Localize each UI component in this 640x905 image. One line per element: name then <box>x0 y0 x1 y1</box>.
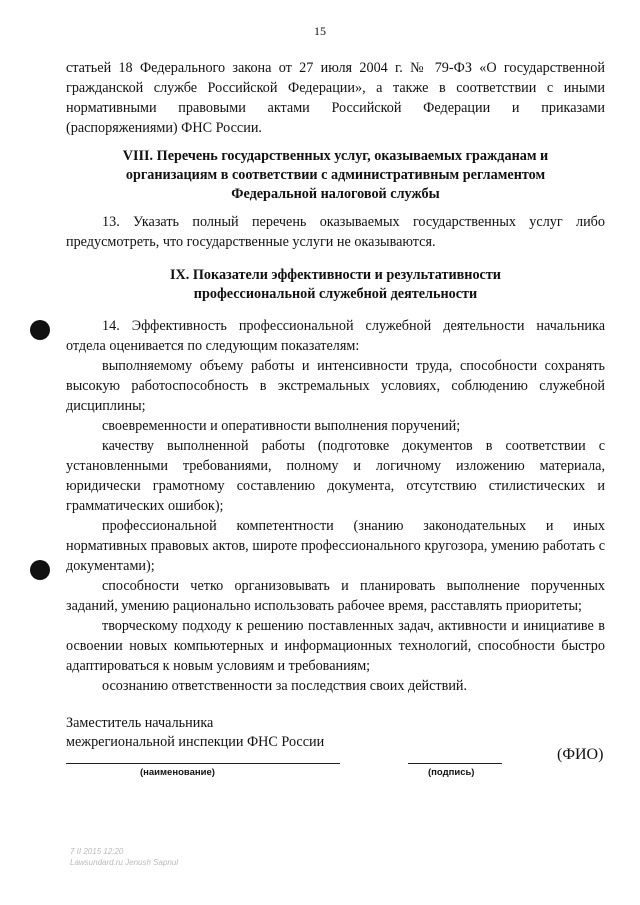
criteria-item: профессиональной компетентности (знанию законодательных и иных нормативных правовых актов, широте профессионального кругозора, умению работать с документами); <box>66 518 605 574</box>
sign-caption: (подпись) <box>428 767 475 778</box>
section-8-heading-line: VIII. Перечень государственных услуг, оказываемых гражданам и <box>122 148 549 164</box>
signature-position-line: межрегиональной инспекции ФНС России <box>66 734 325 750</box>
name-line <box>66 763 340 764</box>
criteria-item: способности четко организовывать и планировать выполнение порученных заданий, умению рационально использовать рабочее время, расставлять приоритеты; <box>66 578 605 614</box>
criteria-item: своевременности и оперативности выполнения поручений; <box>102 418 461 434</box>
faded-stamp-line: 7 II 2015 12:20 <box>70 847 124 856</box>
signature-position <box>66 714 605 752</box>
paragraph-14: 14. Эффективность профессиональной служебной деятельности начальника отдела оценивается по следующим показателям: <box>66 318 605 354</box>
binder-hole-top <box>30 320 50 340</box>
binder-hole-bottom <box>30 560 50 580</box>
faded-stamp-line: Lawsundard.ru Jenush Sapnul <box>70 858 179 867</box>
signature-line <box>408 763 502 764</box>
section-9-heading-line: IX. Показатели эффективности и результативности <box>170 267 501 283</box>
faded-stamp <box>70 846 178 868</box>
section-9-body <box>66 316 605 696</box>
fio-label: (ФИО) <box>557 746 604 763</box>
section-9-heading-line: профессиональной служебной деятельности <box>193 286 478 302</box>
section-8-heading-line: Федеральной налоговой службы <box>231 186 440 202</box>
page-number: 15 <box>314 24 326 38</box>
section-9-heading <box>66 266 605 304</box>
criteria-item: творческому подходу к решению поставленных задач, активности и инициативе в освоении новых компьютерных и информационных технологий, способности быстро адаптироваться к новым условиям и требованиям; <box>66 618 605 674</box>
criteria-item: выполняемому объему работы и интенсивности труда, способности сохранять высокую работоспособность в экстремальных условиях, соблюдению служебной дисциплины; <box>66 358 605 414</box>
section-8-heading-line: организациям в соответствии с административным регламентом <box>125 167 546 183</box>
name-caption: (наименование) <box>140 767 215 778</box>
section-8-heading <box>66 147 605 204</box>
paragraph-13: 13. Указать полный перечень оказываемых государственных услуг либо предусмотреть, что государственные услуги не оказываются. <box>66 214 605 250</box>
signature-position-line: Заместитель начальника <box>66 715 214 731</box>
criteria-item: осознанию ответственности за последствия своих действий. <box>102 678 468 694</box>
criteria-item: качеству выполненной работы (подготовке документов в соответствии с установленными требованиями, полному и логичному изложению материала, юридически грамотному составлению документа, отсутствию стилистических и грамматических ошибок); <box>66 438 605 514</box>
intro-paragraph: статьей 18 Федерального закона от 27 июля 2004 г. № 79-ФЗ «О государственной гражданской службе Российской Федерации», а также в соответствии с иными нормативными правовыми актами Российской Федерации и приказами (распоряжениями) ФНС России. <box>66 60 605 136</box>
